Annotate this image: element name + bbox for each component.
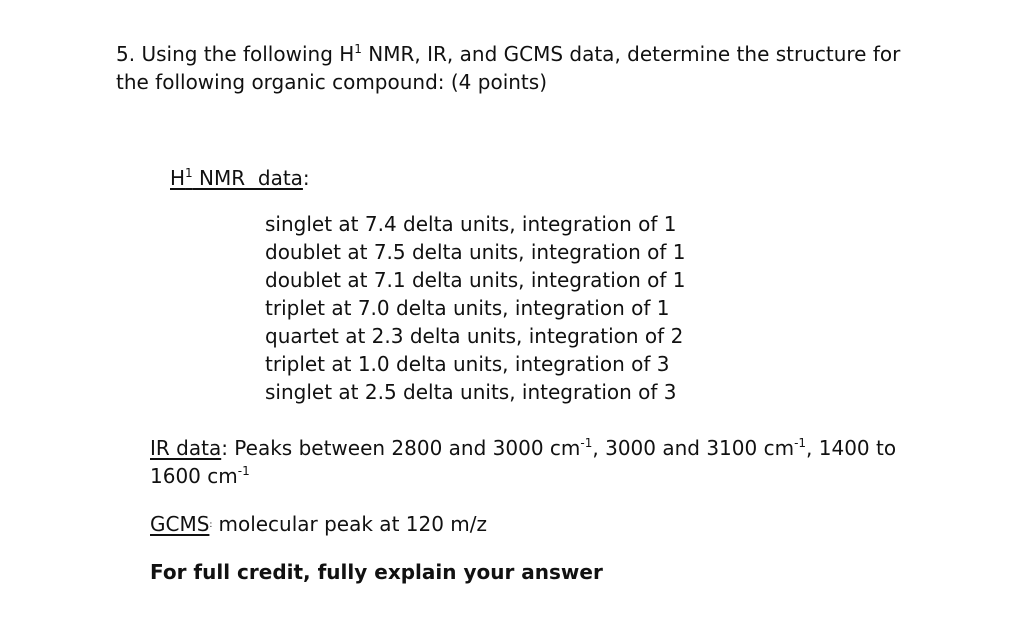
gcms-text: molecular peak at 120 m/z	[218, 512, 488, 536]
nmr-signal: triplet at 7.0 delta units, integration of 1	[265, 296, 670, 320]
nmr-heading-text: NMR data	[192, 166, 303, 190]
question-number: 5.	[116, 42, 136, 66]
full-credit-note: For full credit, fully explain your answer	[150, 560, 603, 584]
ir-text-3: , 1400 to 1600 cm	[150, 436, 897, 488]
nmr-heading-h: H	[170, 166, 186, 190]
gcms-colon: :	[209, 520, 213, 530]
gcms-label: GCMS	[150, 512, 210, 536]
nmr-signal: doublet at 7.1 delta units, integration of 1	[265, 268, 686, 292]
ir-superscript-3: -1	[237, 464, 250, 478]
question-prompt	[116, 40, 936, 96]
question-text-end: NMR, IR, and GCMS data, determine the structure for the following organic compound: (4 points)	[116, 42, 901, 94]
nmr-signal: quartet at 2.3 delta units, integration of 2	[265, 324, 684, 348]
ir-colon: :	[221, 436, 228, 460]
nmr-heading-superscript: 1	[185, 166, 193, 180]
nmr-signal: singlet at 7.4 delta units, integration of 1	[265, 212, 677, 236]
ir-label: IR data	[150, 436, 222, 460]
nmr-signal: doublet at 7.5 delta units, integration of 1	[265, 240, 686, 264]
nmr-signal: triplet at 1.0 delta units, integration of 3	[265, 352, 670, 376]
nmr-signal: singlet at 2.5 delta units, integration of 3	[265, 380, 677, 404]
ir-text-1: Peaks between 2800 and 3000 cm	[227, 436, 581, 460]
nmr-heading	[170, 164, 310, 192]
ir-text-2: , 3000 and 3100 cm	[592, 436, 795, 460]
gcms-data	[150, 510, 487, 539]
question-superscript: 1	[354, 42, 362, 56]
ir-superscript-2: -1	[794, 436, 807, 450]
ir-superscript-1: -1	[580, 436, 593, 450]
nmr-signal-list	[265, 210, 685, 406]
ir-data	[150, 434, 950, 490]
nmr-heading-colon: :	[302, 166, 310, 190]
question-text-start: Using the following H	[141, 42, 355, 66]
nmr-heading-label	[170, 166, 303, 190]
